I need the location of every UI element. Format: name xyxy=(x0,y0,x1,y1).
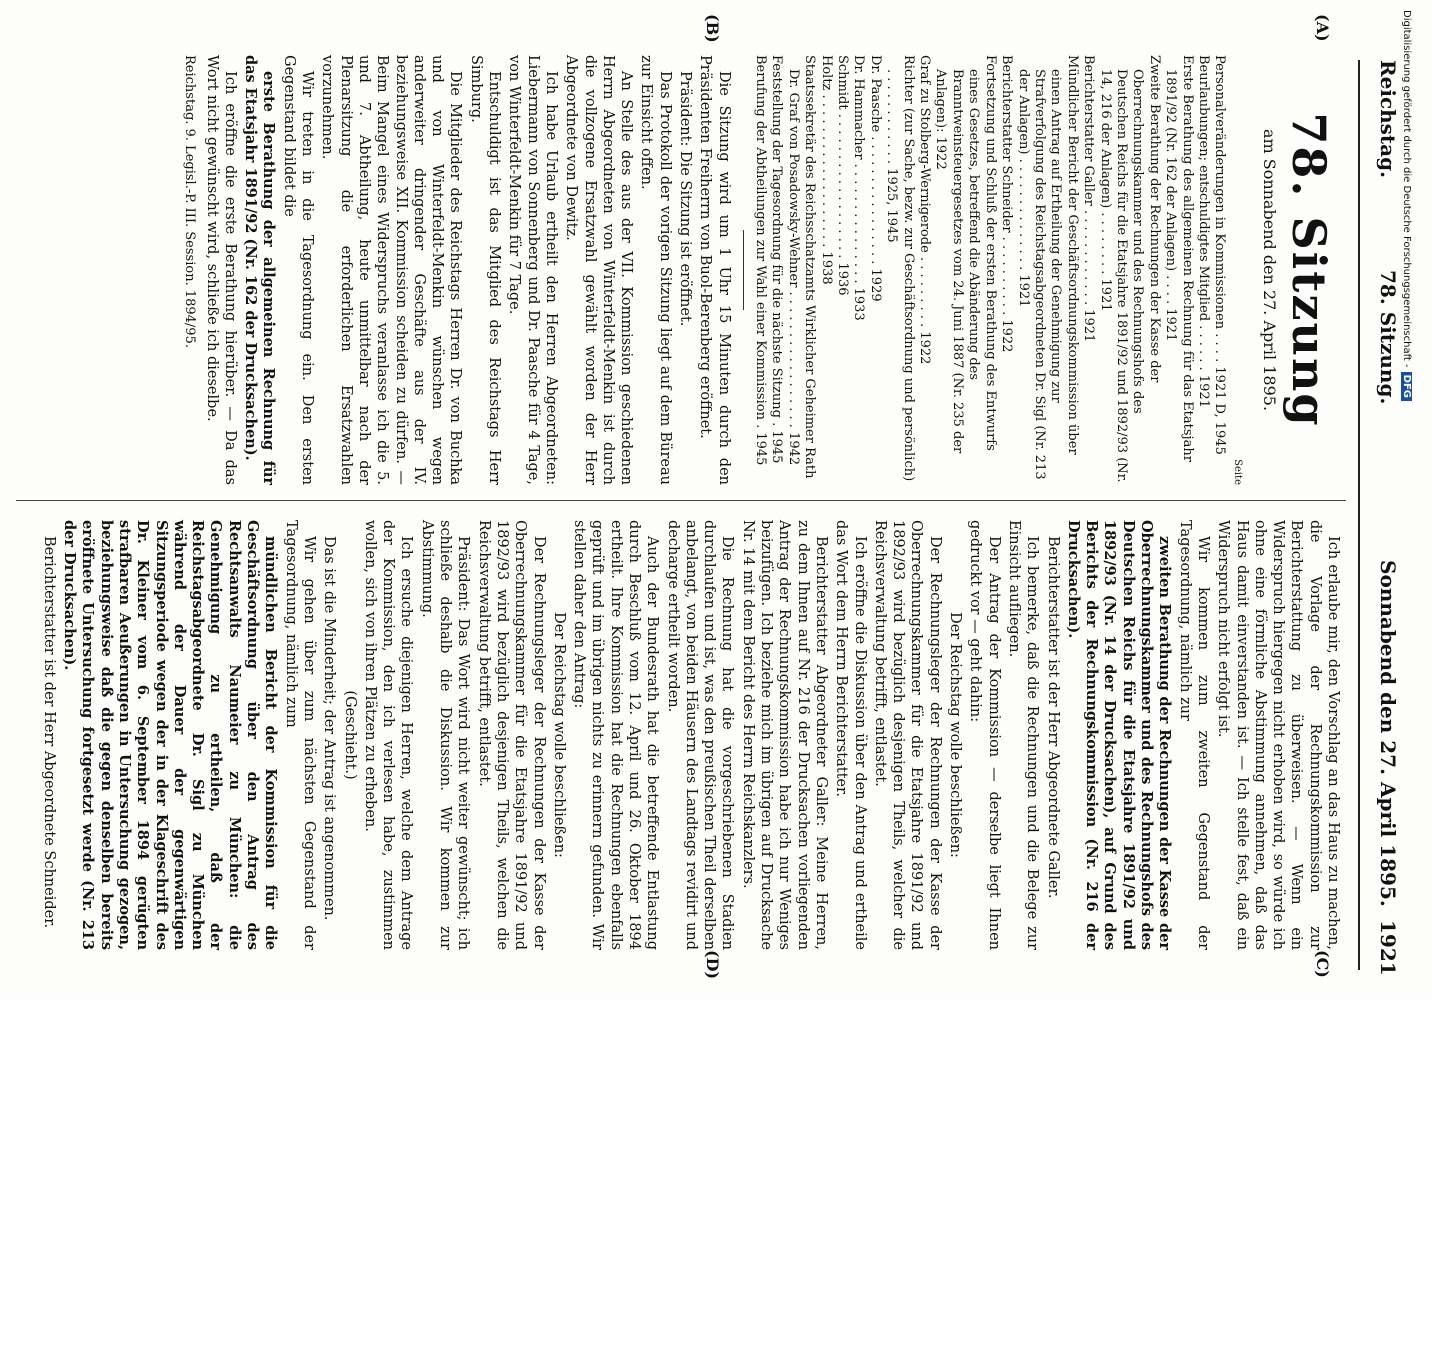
toc-entry-text: Beurlaubungen; entschuldigtes Mitglied . . . . . . 1921 xyxy=(1196,55,1211,408)
toc-entry xyxy=(834,55,850,485)
paragraph: Wir kommen zum zweiten Gegenstand der Tagesordnung, nämlich zur xyxy=(1176,520,1211,950)
toc-entry-text: Mündlicher Bericht der Geschäftsordnungskommission über einen Antrag auf Ertheilung der Genehmigung zur Strafverfolgung des Reichstagsabgeordneten Dr. Sigl (Nr. 213 der Anlagen) . . . . . . . . . . . . . . 1921 xyxy=(1015,55,1080,480)
toc-entry-text: Holtz . . . . . . . . . . . . . . . . . . . 1938 xyxy=(818,55,834,285)
separator xyxy=(743,230,744,310)
right-column xyxy=(19,520,1342,950)
paragraph: Auch der Bundesrath hat die betreffende Entlastung durch Beschluß vom 12. April und 26. Oktober 1894 ertheilt. Ihre Kommission hat die Rechnungen ebenfalls geprüft und im übrigen nichts zu erinnern gefunden. Wir stellen daher den Antrag: xyxy=(571,520,661,950)
paragraph: Ich eröffne die erste Berathung hierüber. — Da das Wort nicht gewünscht wird, schließe ich dieselbe. xyxy=(203,55,238,485)
paragraph: Das ist die Minderheit; der Antrag ist angenommen. xyxy=(321,536,338,921)
toc-entry xyxy=(752,55,768,485)
volume-footer: Reichstag. 9. Legisl.-P. III. Session. 1894/95. xyxy=(182,55,198,348)
toc-entry-text: Berufung der Abtheilungen zur Wahl einer Kommission . 1945 xyxy=(753,55,769,466)
toc-entry xyxy=(1080,55,1096,485)
toc-entry-text: Dr. Hammacher . . . . . . . . . . . . . . . 1933 xyxy=(851,55,867,321)
paragraph: Entschuldigt ist das Mitglied des Reichstags Herr Simburg. xyxy=(467,55,503,485)
header-left: Reichstag. xyxy=(1376,60,1400,179)
table-of-contents xyxy=(752,55,1228,485)
paragraph: Der Reichstag wolle beschließen: xyxy=(550,612,567,858)
toc-entry xyxy=(817,55,833,485)
paragraph: Berichterstatter ist der Herr Abgeordnete Schneider. xyxy=(40,536,57,929)
paragraph: Der Reichstag wolle beschließen: xyxy=(947,612,964,858)
paragraph: Der Rechnungsleger der Rechnungen der Kasse der Oberrechnungskammer für die Etatsjahre 1891/92 und 1892/93 wird bezüglich desjenigen Theils, welchen die Reichsverwaltung betrifft, entlastet. xyxy=(475,520,547,950)
toc-entry xyxy=(784,55,817,485)
toc-entry-text: Personalveränderungen in Kommissionen . . . . 1921 D, 1945 xyxy=(1212,55,1228,455)
right-body xyxy=(40,520,1342,950)
left-body xyxy=(202,55,732,485)
margin-mark-c: (C) xyxy=(1313,950,1332,978)
toc-entry xyxy=(1162,55,1195,485)
toc-entry xyxy=(768,55,784,485)
toc-entry xyxy=(998,55,1014,485)
header-rule xyxy=(1358,60,1360,970)
header-session: 78. Sitzung. xyxy=(1376,270,1400,405)
paragraph: erste Berathung der allgemeinen Rechnung für das Etatsjahr 1891/92 (Nr. 162 der Drucksachen). xyxy=(242,55,278,485)
paragraph: Berichterstatter ist der Herr Abgeordnete Galler. xyxy=(1044,536,1061,899)
session-title: 78. Sitzung xyxy=(1282,112,1336,428)
paragraph: An Stelle des aus der VII. Kommission geschiedenen Herrn Abgeordneten von Winterfeldt-Menkin ist durch die vollzogene Ersatzwahl gewählt worden der Herr Abgeordnete von Dewitz. xyxy=(563,55,635,485)
toc-entry xyxy=(883,55,916,485)
paragraph: Ich ersuche diejenigen Herren, welche dem Antrage der Kommission, den ich verlesen habe, zustimmen wollen, sich von ihren Plätzen zu erheben. xyxy=(361,520,415,950)
dfg-logo: DFG xyxy=(1401,372,1412,401)
toc-entry xyxy=(1096,55,1162,485)
toc-entry xyxy=(916,55,932,485)
paragraph: Ich bemerke, daß die Rechnungen und die Belege zur Einsicht aufliegen. xyxy=(1005,520,1041,950)
toc-entry xyxy=(1014,55,1080,485)
header-page-number: 1921 xyxy=(1376,920,1400,976)
digitization-text: Digitalisierung gefördert durch die Deutsche Forschungsgemeinschaft - xyxy=(1401,10,1412,368)
paragraph: Ich eröffne die Diskussion über den Antrag und ertheile das Wort dem Herrn Berichterstatter. xyxy=(833,520,868,950)
paragraph: Präsident: Das Wort wird nicht weiter gewünscht; ich schließe deshalb die Diskussion. Wir kommen zur Abstimmung. xyxy=(418,520,472,950)
left-column xyxy=(180,55,1342,485)
paragraph: Präsident: Die Sitzung ist eröffnet. xyxy=(677,71,694,327)
toc-entry-text: Dr. Paasche . . . . . . . . . . . . . . . . 1929 xyxy=(867,55,883,302)
paragraph: Ich erlaube mir, den Vorschlag an das Haus zu machen, die Vorlage der Rechnungskommission zur Berichterstattung zu überweisen. — Wenn ein Widerspruch hiergegen nicht erhoben wird, so würde ich ohne eine förmliche Abstimmung annehmen, daß das Haus damit einverstanden ist. — Ich stelle fest, daß ein Widerspruch nicht erfolgt ist. xyxy=(1215,520,1341,950)
margin-mark-d: (D) xyxy=(703,950,722,980)
column-divider xyxy=(16,500,1346,501)
paragraph: (Geschieht.) xyxy=(341,690,358,780)
paragraph: Berichterstatter Abgeordneter Galler: Meine Herren, zu dem Ihnen auf Nr. 216 der Drucksachen vorliegenden Antrag der Rechnungskommission habe ich nur Weniges beizufügen. Ich beziehe mich im übrigen auf Drucksache Nr. 14 mit dem Bericht des Herrn Reichskanzlers. xyxy=(739,520,829,950)
toc-entry-text: Schmidt . . . . . . . . . . . . . . . . . . 1936 xyxy=(835,55,851,296)
toc-entry-text: Richter (zur Sache, bezw. zur Geschäftsordnung und persönlich) . . . . . . . . . . . . 1925, 1945 xyxy=(884,55,916,482)
session-subtitle: am Sonnabend den 27. April 1895. xyxy=(1260,128,1279,412)
digitization-note xyxy=(1396,10,1412,990)
paragraph: Der Antrag der Kommission — derselbe liegt Ihnen gedruckt vor — geht dahin: xyxy=(967,520,1002,950)
toc-entry-text: Berichterstatter Schneider . . . . . . . . . . 1922 xyxy=(999,55,1015,353)
paragraph: Wir treten in die Tagesordnung ein. Den ersten Gegenstand bildet die xyxy=(280,55,316,485)
toc-entry-text: Graf zu Stolberg-Wernigerode . . . . . . . . . 1922 xyxy=(917,55,933,365)
margin-mark-a: (A) xyxy=(1313,14,1332,42)
paragraph: Wir gehen über zum nächsten Gegenstand der Tagesordnung, nämlich zum xyxy=(282,520,317,950)
toc-entry-text: Zweite Berathung der Rechnungen der Kasse der Oberrechnungskammer und des Rechnungshofs des Deutschen Reichs für die Etatsjahre 1891/92 und 1892/93 (Nr. 14, 216 der Anlagen) . . . . . . . . 1921 xyxy=(1097,55,1162,483)
paragraph: mündlichen Bericht der Kommission für die Geschäftsordnung über den Antrag des Rechtsanwalts Naumeier zu München: die Genehmigung zu ertheilen, daß der Reichstagsabgeordnete Dr. Sigl zu München während der Dauer der gegenwärtigen Sitzungsperiode wegen der in der Klageschrift des Dr. Kleiner vom 6. September 1894 gerügten strafbaren Aeußerungen in Untersuchung gezogen, beziehungsweise daß die gegen denselben bereits eröffnete Untersuchung fortgesetzt werde (Nr. 213 der Drucksachen). xyxy=(61,520,280,950)
toc-entry-text: Feststellung der Tagesordnung für die nächste Sitzung . 1945 xyxy=(769,55,785,464)
toc-entry-text: Berichterstatter Galler . . . . . . . . . . . . 1921 xyxy=(1081,55,1097,343)
toc-entry xyxy=(932,55,998,485)
paragraph: Die Sitzung wird um 1 Uhr 15 Minuten durch den Präsidenten Freiherrn von Buol-Berenberg eröffnet. xyxy=(697,55,732,485)
toc-entry xyxy=(1195,55,1211,485)
paragraph: Das Protokoll der vorigen Sitzung liegt auf dem Büreau zur Einsicht offen. xyxy=(638,55,673,485)
toc-page-label: Seite xyxy=(1231,459,1243,485)
margin-mark-b: (B) xyxy=(703,14,722,43)
paragraph: Die Mitglieder des Reichstags Herren Dr. von Buchka und von Winterfeldt-Menkin wünschen wegen anderweiter dringender Geschäfte aus der IV. beziehungsweise XII. Kommission scheiden zu dürfen. — Beim Mangel eines Widerspruchs veranlasse ich die 5. und 7. Abtheilung, heute unmittelbar nach der Plenarsitzung die erforderlichen Ersatzwahlen vorzunehmen. xyxy=(319,55,464,485)
toc-entry-text: Staatssekretär des Reichsschatzamts Wirklicher Geheimer Rath Dr. Graf von Posadowsky-Wehner . . . . . . . . . . . . . . . . . 1942 xyxy=(785,55,818,479)
paragraph: zweiten Berathung der Rechnungen der Kasse der Oberrechnungskammer und des Rechnungshofs des Deutschen Reichs für die Etatsjahre 1891/92 und 1892/93 (Nr. 14 der Drucksachen), auf Grund des Berichts der Rechnungskommission (Nr. 216 der Drucksachen). xyxy=(1064,520,1174,950)
header-date: Sonnabend den 27. April 1895. xyxy=(1376,560,1400,907)
toc-entry xyxy=(866,55,882,485)
toc-entry-text: Erste Berathung des allgemeinen Rechnung für das Etatsjahr 1891/92 (Nr. 162 der Anlagen) . . . . 1921 xyxy=(1163,55,1195,462)
toc-entry xyxy=(1211,55,1227,485)
paragraph: Ich habe Urlaub ertheilt den Herren Abgeordneten: Liebermann von Sonnenberg und Dr. Paasche für 4 Tage, von Winterfeldt-Menkin für 7 Tage. xyxy=(506,55,559,485)
toc-entry-text: Fortsetzung und Schluß der ersten Berathung des Entwurfs eines Gesetzes, betreffend die Abänderung des Branntweinsteuergesetzes vom 24. Juni 1887 (Nr. 235 der Anlagen): 1922 xyxy=(933,55,998,454)
paragraph: Die Rechnung hat die vorgeschriebenen Stadien durchlaufen und ist, was den preußischen Theil derselben anbelangt, von beiden Häusern des Landtags revidirt und decharge ertheilt worden. xyxy=(664,520,736,950)
paragraph: Der Rechnungsleger der Rechnungen der Kasse der Oberrechnungskammer für die Etatsjahre 1891/92 und 1892/93 wird bezüglich desjenigen Theils, welcher die Reichsverwaltung betrifft, entlastet. xyxy=(871,520,943,950)
toc-entry xyxy=(850,55,866,485)
